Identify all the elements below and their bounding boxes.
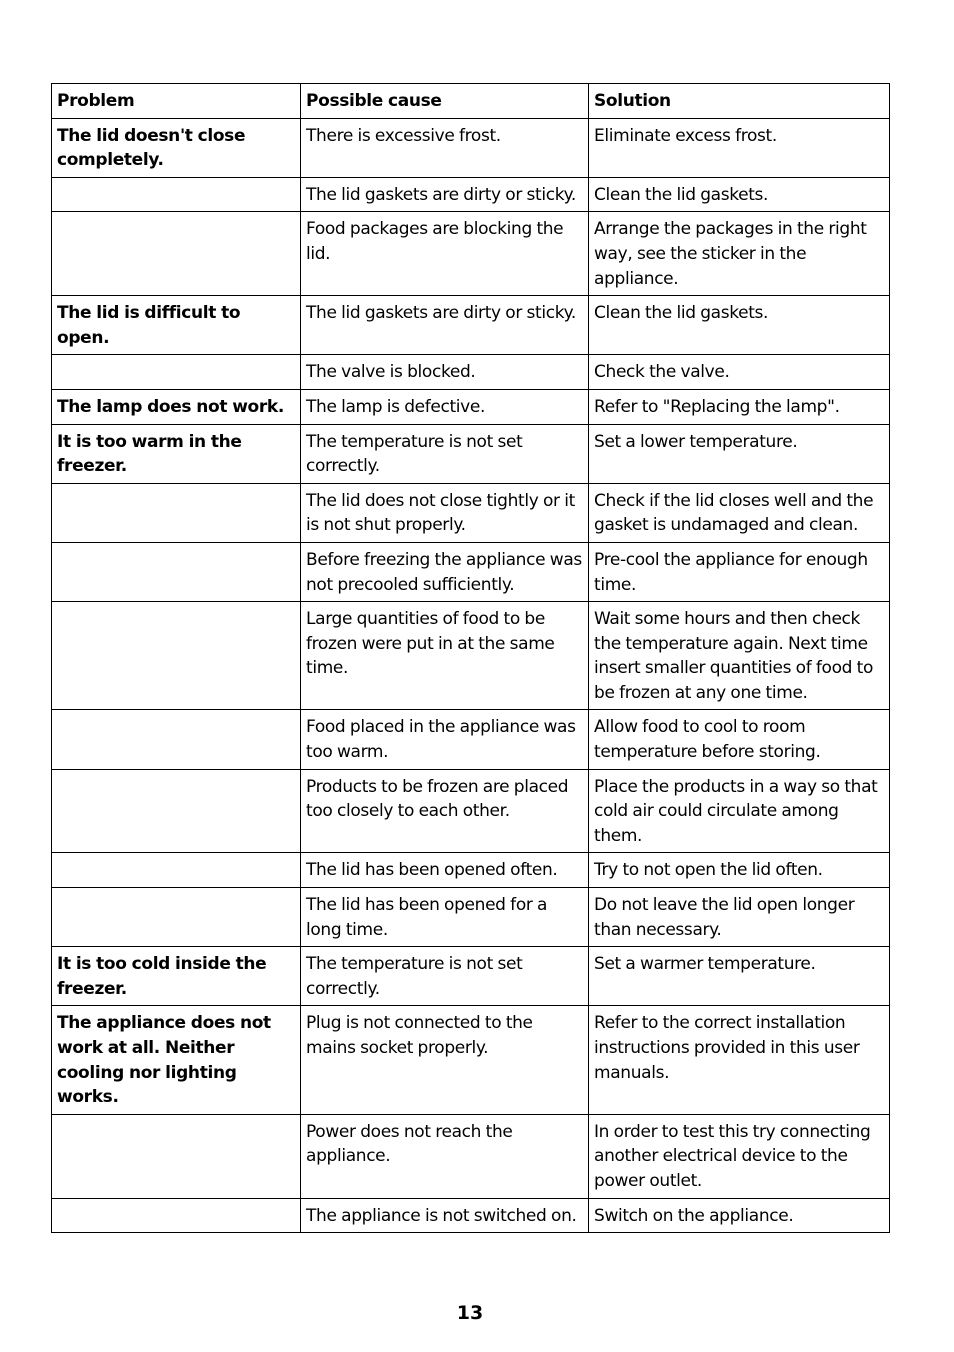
problem-cell [52, 483, 301, 542]
problem-cell: It is too cold inside the freezer. [52, 947, 301, 1006]
cause-cell: The appliance is not switched on. [301, 1198, 589, 1233]
problem-cell: The appliance does not work at all. Neither cooling nor lighting works. [52, 1006, 301, 1114]
problem-cell [52, 212, 301, 296]
header-problem: Problem [52, 84, 301, 119]
solution-cell: Refer to "Replacing the lamp". [589, 389, 890, 424]
table-row [52, 355, 890, 390]
table-row [52, 212, 890, 296]
solution-cell: Set a lower temperature. [589, 424, 890, 483]
table-row [52, 1114, 890, 1198]
problem-cell [52, 602, 301, 710]
problem-cell [52, 177, 301, 212]
cause-cell: Food placed in the appliance was too warm. [301, 710, 589, 769]
cause-cell: Before freezing the appliance was not precooled sufficiently. [301, 542, 589, 601]
solution-cell: Set a warmer temperature. [589, 947, 890, 1006]
table-row [52, 542, 890, 601]
header-solution: Solution [589, 84, 890, 119]
solution-cell: Do not leave the lid open longer than necessary. [589, 888, 890, 947]
cause-cell: The lamp is defective. [301, 389, 589, 424]
problem-cell [52, 1114, 301, 1198]
cause-cell: The lid gaskets are dirty or sticky. [301, 296, 589, 355]
cause-cell: The temperature is not set correctly. [301, 947, 589, 1006]
problem-cell: The lamp does not work. [52, 389, 301, 424]
table-row [52, 424, 890, 483]
table-row [52, 947, 890, 1006]
solution-cell: Allow food to cool to room temperature before storing. [589, 710, 890, 769]
cause-cell: The lid has been opened often. [301, 853, 589, 888]
page-number: 13 [456, 1302, 484, 1324]
table-row [52, 177, 890, 212]
solution-cell: Try to not open the lid often. [589, 853, 890, 888]
problem-cell: The lid doesn't close completely. [52, 118, 301, 177]
cause-cell: The valve is blocked. [301, 355, 589, 390]
problem-cell [52, 542, 301, 601]
problem-cell [52, 853, 301, 888]
table-row [52, 296, 890, 355]
solution-cell: Check the valve. [589, 355, 890, 390]
solution-cell: Wait some hours and then check the temperature again. Next time insert smaller quantities of food to be frozen at any one time. [589, 602, 890, 710]
solution-cell: Refer to the correct installation instructions provided in this user manuals. [589, 1006, 890, 1114]
table-header-row [52, 84, 890, 119]
table-row [52, 1006, 890, 1114]
cause-cell: The temperature is not set correctly. [301, 424, 589, 483]
troubleshooting-table [51, 83, 890, 1233]
problem-cell: It is too warm in the freezer. [52, 424, 301, 483]
header-possible-cause: Possible cause [301, 84, 589, 119]
solution-cell: Arrange the packages in the right way, see the sticker in the appliance. [589, 212, 890, 296]
table-row [52, 710, 890, 769]
table-row [52, 483, 890, 542]
problem-cell [52, 355, 301, 390]
problem-cell [52, 888, 301, 947]
solution-cell: Place the products in a way so that cold air could circulate among them. [589, 769, 890, 853]
cause-cell: The lid gaskets are dirty or sticky. [301, 177, 589, 212]
solution-cell: Check if the lid closes well and the gasket is undamaged and clean. [589, 483, 890, 542]
problem-cell [52, 769, 301, 853]
cause-cell: There is excessive frost. [301, 118, 589, 177]
solution-cell: In order to test this try connecting another electrical device to the power outlet. [589, 1114, 890, 1198]
solution-cell: Clean the lid gaskets. [589, 296, 890, 355]
table-row [52, 389, 890, 424]
solution-cell: Clean the lid gaskets. [589, 177, 890, 212]
problem-cell [52, 1198, 301, 1233]
table-row [52, 118, 890, 177]
cause-cell: Products to be frozen are placed too closely to each other. [301, 769, 589, 853]
table-row [52, 888, 890, 947]
table-row [52, 853, 890, 888]
table-row [52, 769, 890, 853]
table-row [52, 1198, 890, 1233]
cause-cell: Food packages are blocking the lid. [301, 212, 589, 296]
cause-cell: The lid has been opened for a long time. [301, 888, 589, 947]
solution-cell: Eliminate excess frost. [589, 118, 890, 177]
solution-cell: Switch on the appliance. [589, 1198, 890, 1233]
cause-cell: Large quantities of food to be frozen were put in at the same time. [301, 602, 589, 710]
solution-cell: Pre-cool the appliance for enough time. [589, 542, 890, 601]
problem-cell: The lid is difficult to open. [52, 296, 301, 355]
cause-cell: Power does not reach the appliance. [301, 1114, 589, 1198]
problem-cell [52, 710, 301, 769]
cause-cell: The lid does not close tightly or it is not shut properly. [301, 483, 589, 542]
table-row [52, 602, 890, 710]
cause-cell: Plug is not connected to the mains socket properly. [301, 1006, 589, 1114]
